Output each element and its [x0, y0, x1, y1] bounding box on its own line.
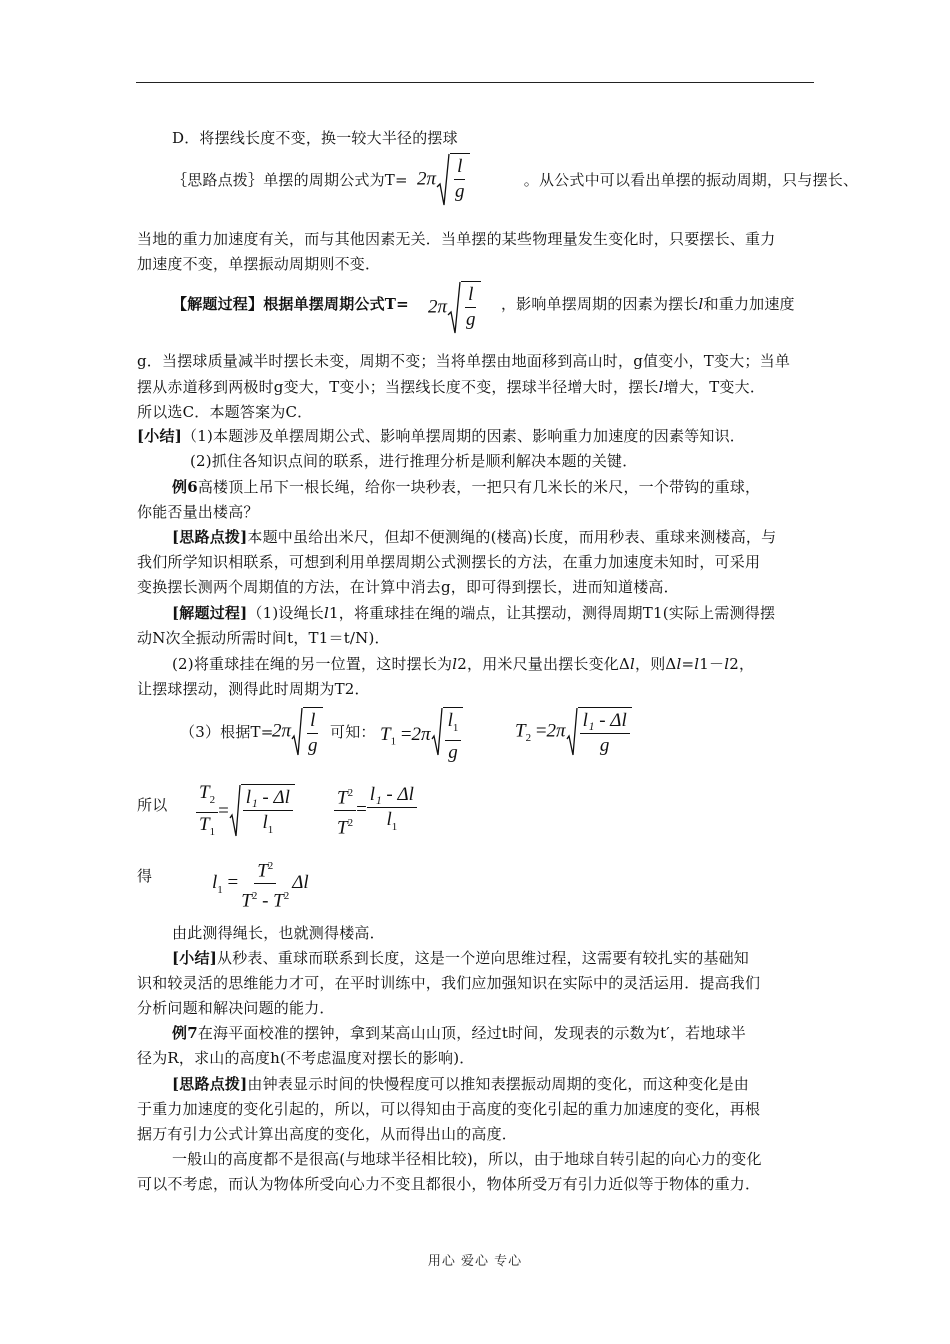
- solution-line-1: 【解题过程】根据单摆周期公式T= ，影响单摆周期的因素为摆长l和重力加速度: [172, 295, 795, 313]
- ratio-formula: $\frac{T_2}{T_1}$ = $\frac{\text{l₁ - Δl}}{l_1}$: [196, 782, 295, 843]
- t1-formula: $T_1 =2\pi$ $\frac{l_1}{g}$: [380, 707, 463, 764]
- result-label: 得: [137, 867, 153, 885]
- summary-line-1: [小结]（1)本题涉及单摆周期公式、影响单摆周期的因素、影响重力加速度的因素等知识．: [137, 427, 745, 445]
- hint7-line-4: 一般山的高度都不是很高(与地球半径相比较)，所以，由于地球自转引起的向心力的变化: [172, 1150, 762, 1168]
- solution6-line-3: (2)将重球挂在绳的另一位置，这时摆长为l2，用米尺量出摆长变化Δl，则Δl=l1－l2，: [172, 655, 755, 673]
- solution6-line-2: 动N次全振动所需时间t，T1＝t/N)．: [137, 629, 390, 647]
- period-formula-3: 2π $\frac{l}{g}$: [272, 707, 323, 757]
- solution-line-3: 摆从赤道移到两极时g变大，T变小；当摆线长度不变，摆球半径增大时，摆长l增大，T变大．: [137, 378, 766, 396]
- hint6-line-2: 我们所学知识相联系，可想到利用单摆周期公式测摆长的方法，在重力加速度未知时，可采用: [137, 553, 761, 571]
- example6-line-2: 你能否量出楼高？: [137, 503, 259, 521]
- period-formula-2: 2π $\frac{l}{g}$: [428, 281, 481, 335]
- hint7-line-2: 于重力加速度的变化引起的，所以，可以得知由于高度的变化引起的重力加速度的变化，再根: [137, 1100, 761, 1118]
- summary6-line-2: 识和较灵活的思维能力才可，在平时训练中，我们应加强知识在实际中的灵活运用．提高我们: [137, 974, 761, 992]
- solution-line-2: g．当摆球质量减半时摆长未变，周期不变；当将单摆由地面移到高山时，g值变小，T变大；当单: [137, 352, 791, 370]
- step3-label: （3）根据T=: [180, 723, 274, 741]
- squared-ratio-formula: $\frac{T^2}{T^2}$ = $\frac{\text{l₁ - Δl}}{l_1}$: [334, 782, 417, 840]
- example7-line-1: 例7在海平面校准的摆钟，拿到某高山山顶，经过t时间，发现表的示数为t′，若地球半: [172, 1024, 746, 1042]
- summary-line-2: (2)抓住各知识点间的联系，进行推理分析是顺利解决本题的关键．: [190, 452, 638, 470]
- therefore-label: 所以: [137, 796, 168, 814]
- example7-line-2: 径为R，求山的高度h(不考虑温度对摆长的影响)．: [137, 1049, 475, 1067]
- option-d: D．将摆线长度不变，换一较大半径的摆球: [172, 129, 458, 147]
- summary6-line-3: 分析问题和解决问题的能力．: [137, 999, 335, 1017]
- hint6-line-1: [思路点拨]本题中虽给出米尺，但却不便测绳的(楼高)长度，而用秒表、重球来测楼高，与: [172, 528, 777, 546]
- example6-line-1: 例6高楼顶上吊下一根长绳，给你一块秒表，一把只有几米长的米尺，一个带钩的重球，: [172, 478, 761, 496]
- l1-result-formula: $l_1$ = $\frac{T^2}{T^2 - T^2}$ Δl: [212, 855, 309, 913]
- hint7-line-3: 据万有引力公式计算出高度的变化，从而得出山的高度．: [137, 1125, 518, 1143]
- hint-line-3: 加速度不变，单摆振动周期则不变．: [137, 255, 381, 273]
- conclusion-line: 由此测得绳长，也就测得楼高．: [172, 924, 385, 942]
- solution6-line-4: 让摆球摆动，测得此时周期为T2．: [137, 680, 370, 698]
- hint-line-1: ｛思路点拨｝单摆的周期公式为T= 。从公式中可以看出单摆的振动周期，只与摆长、: [172, 171, 859, 189]
- solution-line-4: 所以选C．本题答案为C．: [137, 403, 313, 421]
- header-rule: [136, 82, 814, 83]
- period-formula-1: 2π $\frac{l}{g}$: [417, 153, 470, 207]
- solution6-line-1: [解题过程]（1)设绳长l1，将重球挂在绳的端点，让其摆动，测得周期T1(实际上需测得摆: [172, 604, 776, 622]
- hint-line-2: 当地的重力加速度有关，而与其他因素无关．当单摆的某些物理量发生变化时，只要摆长、重力: [137, 230, 776, 248]
- hint6-line-3: 变换摆长测两个周期值的方法，在计算中消去g，即可得到摆长，进而知道楼高．: [137, 578, 679, 596]
- hint7-line-5: 可以不考虑，而认为物体所受向心力不变且都很小，物体所受万有引力近似等于物体的重力．: [137, 1175, 761, 1193]
- hint7-line-1: [思路点拨]由钟表显示时间的快慢程度可以推知表摆振动周期的变化，而这种变化是由: [172, 1075, 750, 1093]
- page-footer: 用心 爱心 专心: [427, 1254, 523, 1269]
- t2-formula: $T_2 =2\pi$ $\frac{\text{l₁ - Δl}}{g}$: [515, 707, 632, 757]
- step3-knowable: 可知：: [330, 723, 376, 741]
- summary6-line-1: [小结]从秒表、重球而联系到长度，这是一个逆向思维过程，这需要有较扎实的基础知: [172, 949, 750, 967]
